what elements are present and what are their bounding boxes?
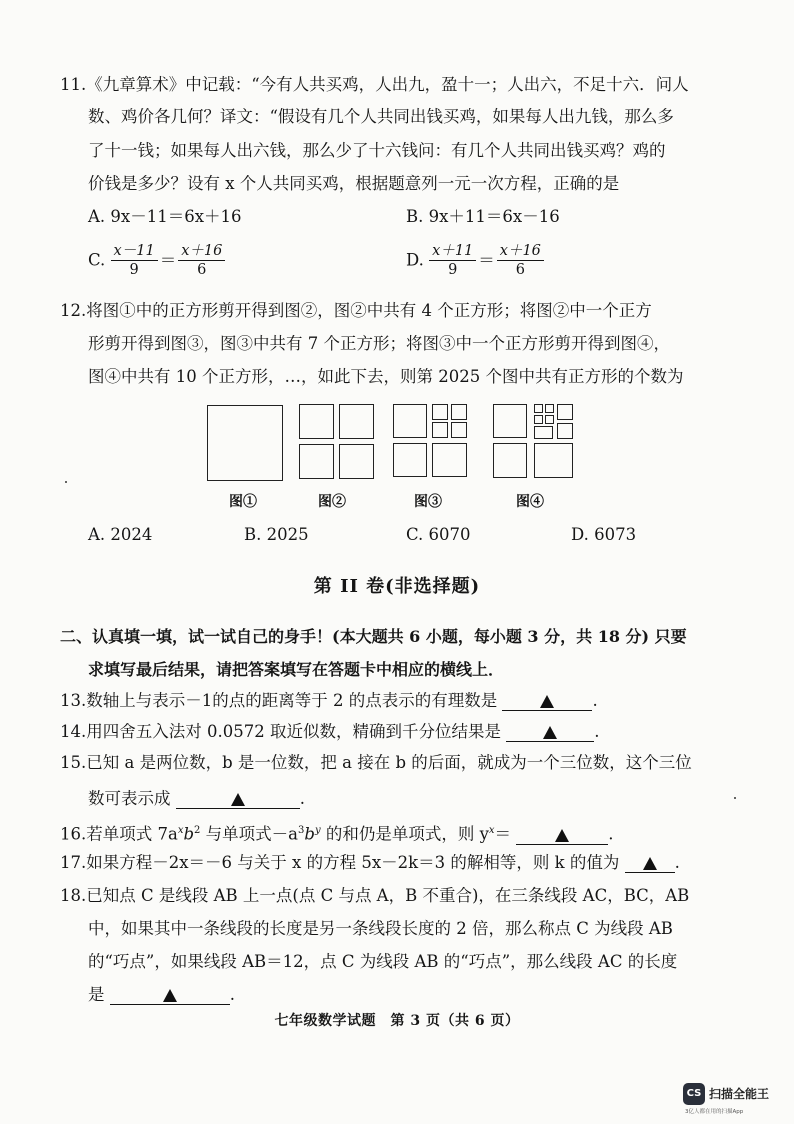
q14-text: 14.用四舍五入法对 0.0572 取近似数，精确到千分位结果是 [60,722,501,741]
figure-4-square [534,443,573,478]
figure-3-square [432,443,467,477]
figure-2-square [299,444,334,479]
q18-text: 是 [88,985,105,1004]
figure-4-tiny-square [534,415,543,424]
q15-line1: 15.已知 a 是两位数，b 是一位数，把 a 接在 b 的后面，就成为一个三位数，这个三位 [60,753,692,772]
q16-exp-2: 2 [194,825,201,836]
q12-option-a: A. 2024 [88,525,153,544]
q15-period: . [299,789,305,808]
triangle-marker-icon [540,695,554,708]
part2-instructions-line1: 二、认真填一填，试一试自己的身手！(本大题共 6 小题，每小题 3 分，共 18 分) 只要 [60,627,687,646]
triangle-marker-icon [543,726,557,739]
fraction-numerator: x＋16 [178,242,225,261]
part2-instructions-line2: 求填写最后结果，请把答案填写在答题卡中相应的横线上． [88,660,505,679]
q11-option-a: A. 9x－11＝6x＋16 [88,207,242,226]
q11-option-c-fraction-right [178,242,225,279]
watermark-name: 扫描全能王 [709,1087,770,1101]
figure-3-small-square [432,422,448,438]
triangle-marker-icon [231,793,245,806]
figure-3-small-square [451,422,467,438]
q15-answer-blank[interactable] [176,788,300,809]
q16-answer-blank[interactable] [516,824,608,845]
figure-4-label: 图④ [516,494,544,510]
equals-sign: ＝ [159,250,177,270]
fraction-denominator: 6 [197,262,207,278]
figure-4-tiny-square [534,404,543,413]
fraction-numerator: x－11 [111,242,158,261]
q16-var-b2: b [304,824,315,844]
fraction-denominator: 6 [515,262,525,278]
q11-option-c [88,242,225,279]
figure-3-label: 图③ [414,494,442,510]
q11-option-d-label: D. [406,250,424,270]
q18-answer-blank[interactable] [110,984,230,1005]
figure-1-label: 图① [229,494,257,510]
q11-line2: 数、鸡价各几何？译文：“假设有几个人共同出钱买鸡，如果每人出九钱，那么多 [88,107,674,126]
fraction-denominator: 9 [129,262,139,278]
q12-line2: 形剪开得到图③，图③中共有 7 个正方形；将图③中一个正方形剪开得到图④， [88,334,670,353]
q11-option-c-fraction-left [111,242,158,279]
fraction-numerator: x＋16 [497,242,544,261]
q18-line4 [88,984,235,1006]
q16-exp-x2: x [488,825,495,836]
q14-answer-blank[interactable] [506,721,594,742]
q11-option-d-fraction-right [497,242,544,279]
q12-option-d: D. 6073 [571,525,637,544]
q18-line3: 的“巧点”，如果线段 AB＝12，点 C 为线段 AB 的“巧点”，那么线段 AC 的长度 [88,952,678,971]
q16-text-pre: 16.若单项式 7a [60,824,178,844]
q16-equals: ＝ [494,824,512,844]
figure-4-tiny-square [545,404,554,413]
figure-4-small-square [557,423,573,439]
page-footer: 七年级数学试题 第 3 页（共 6 页） [274,1013,520,1029]
fraction-numerator: x＋11 [429,242,476,261]
figure-3-small-square [451,404,467,420]
q16-exp-x: x [177,825,184,836]
q11-line4: 价钱是多少？设有 x 个人共同买鸡，根据题意列一元一次方程，正确的是 [88,174,620,193]
q12-option-c: C. 6070 [406,525,471,544]
q17 [60,852,680,874]
figure-1-square [207,405,283,481]
q12-option-b: B. 2025 [244,525,309,544]
q13 [60,690,598,712]
q12-line3: 图④中共有 10 个正方形，…，如此下去，则第 2025 个图中共有正方形的个数为 [88,367,684,386]
figure-2-label: 图② [318,494,346,510]
figure-2-square [339,444,374,479]
q17-text: 17.如果方程－2x＝－6 与关于 x 的方程 5x－2k＝3 的解相等，则 k 的值为 [60,853,620,872]
q18-line2: 中，如果其中一条线段的长度是另一条线段长度的 2 倍，那么称点 C 为线段 AB [88,919,673,938]
figure-3-small-square [432,404,448,420]
watermark-tagline: 3亿人都在用的扫描App [685,1109,744,1115]
figure-2-square [339,404,374,439]
q16-period: . [608,824,614,844]
q17-period: . [674,853,680,872]
q16-text-post: 的和仍是单项式，则 y [320,824,489,844]
q18-period: . [229,985,235,1004]
figure-4-square [493,443,527,478]
figure-4-small-square [534,426,553,439]
q11-option-b: B. 9x＋11＝6x－16 [406,207,560,226]
q17-answer-blank[interactable] [625,852,675,873]
section-title: 第 II 卷(非选择题) [313,576,481,597]
q18-line1: 18.已知点 C 是线段 AB 上一点(点 C 与点 A，B 不重合)，在三条线段 AC，BC，AB [60,886,690,905]
q12-line1: 12.将图①中的正方形剪开得到图②，图②中共有 4 个正方形；将图②中一个正方 [60,301,652,320]
figure-4-square [493,404,527,438]
figure-2-square [299,404,334,439]
q11-option-d-fraction-left [429,242,476,279]
q13-period: . [592,691,598,710]
scan-speck [65,481,67,483]
q11-option-c-label: C. [88,250,106,270]
triangle-marker-icon [555,829,569,842]
q16-text-mid: 与单项式－a [200,824,298,844]
q13-answer-blank[interactable] [502,690,592,711]
q13-text: 13.数轴上与表示－1的点的距离等于 2 的点表示的有理数是 [60,691,498,710]
q11-line1: 11.《九章算术》中记载：“今有人共买鸡，人出九，盈十一；人出六，不足十六．问人 [60,75,689,94]
q16 [60,820,614,846]
figure-4-tiny-square [545,415,554,424]
q16-var-b: b [183,824,195,844]
fraction-denominator: 9 [448,262,458,278]
triangle-marker-icon [163,989,177,1002]
q14 [60,721,599,743]
q14-period: . [594,722,600,741]
triangle-marker-icon [643,857,657,870]
figure-3-square [393,404,427,438]
figure-4-small-square [557,404,573,420]
q15-text: 数可表示成 [88,789,171,808]
camscanner-logo-icon: CS [683,1083,705,1105]
q15-line2 [88,788,305,810]
figure-3-square [393,443,427,477]
equals-sign: ＝ [478,250,495,270]
q11-line3: 了十一钱；如果每人出六钱，那么少了十六钱问：有几个人共同出钱买鸡？鸡的 [88,141,666,160]
q16-exp-3: 3 [298,825,305,836]
q16-exp-y: y [314,825,321,836]
q11-option-d [406,242,544,279]
scan-speck [734,797,736,799]
